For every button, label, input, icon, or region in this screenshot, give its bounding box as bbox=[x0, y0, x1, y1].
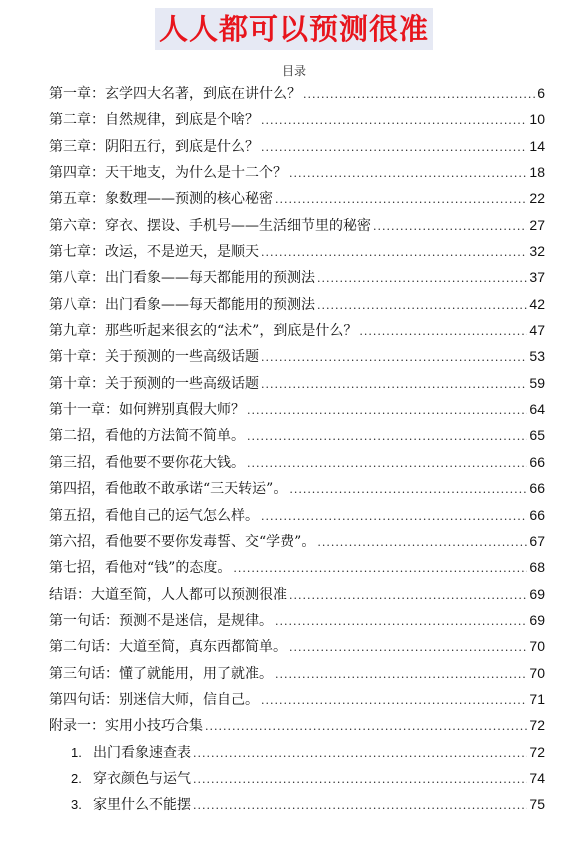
toc-entry-text: 第七招，看他对“钱”的态度。 bbox=[49, 560, 232, 577]
dot-leader bbox=[261, 378, 527, 391]
toc-entry-text: 结语：大道至简，人人都可以预测很准 bbox=[49, 586, 287, 603]
toc-appendix-entry[interactable] bbox=[49, 794, 545, 820]
toc-entry[interactable] bbox=[49, 715, 545, 741]
toc-page-number: 75 bbox=[529, 796, 545, 813]
toc-page-number: 53 bbox=[529, 348, 545, 365]
toc-entry-text: 第五章：象数理——预测的核心秘密 bbox=[49, 191, 273, 208]
toc-entry-text: 第二章：自然规律，到底是个啥？ bbox=[49, 112, 259, 129]
dot-leader bbox=[359, 325, 527, 338]
toc-page-number: 66 bbox=[529, 453, 545, 470]
toc-entry-text: 第九章：那些听起来很玄的“法术”，到底是什么？ bbox=[49, 323, 358, 340]
dot-leader bbox=[261, 510, 527, 523]
toc-page-number: 14 bbox=[529, 137, 545, 154]
toc-entry-text: 第二句话：大道至简，真东西都简单。 bbox=[49, 639, 287, 656]
toc-heading: 目录 bbox=[281, 64, 306, 78]
dot-leader bbox=[289, 641, 527, 654]
dot-leader bbox=[261, 351, 527, 364]
toc-page-number: 47 bbox=[529, 322, 545, 339]
toc-page-number: 69 bbox=[529, 585, 545, 602]
toc-page-number: 10 bbox=[529, 111, 545, 128]
toc-entry-text: 第二招，看他的方法简不简单。 bbox=[49, 428, 245, 445]
toc-page-number: 71 bbox=[529, 690, 545, 707]
toc-page-number: 66 bbox=[529, 480, 545, 497]
toc-page-number: 27 bbox=[529, 216, 545, 233]
toc-page-number: 68 bbox=[529, 559, 545, 576]
toc-entry-text: 第十一章：如何辨别真假大师？ bbox=[49, 402, 245, 419]
dot-leader bbox=[193, 799, 527, 812]
toc-entry[interactable] bbox=[49, 346, 545, 372]
toc-entry[interactable] bbox=[49, 294, 545, 320]
title-area bbox=[0, 8, 588, 50]
toc-entry-text: 第一句话：预测不是迷信，是规律。 bbox=[49, 612, 273, 629]
dot-leader bbox=[303, 88, 535, 101]
toc-entry-text: 第七章：改运，不是逆天，是顺天 bbox=[49, 244, 259, 261]
toc-entry[interactable] bbox=[49, 188, 545, 214]
toc-page-number: 32 bbox=[529, 243, 545, 260]
toc-page-number: 72 bbox=[529, 743, 545, 760]
toc-page-number: 70 bbox=[529, 638, 545, 655]
toc-page-number: 37 bbox=[529, 269, 545, 286]
toc-entry[interactable] bbox=[49, 241, 545, 267]
toc-entry-text: 第四章：天干地支，为什么是十二个？ bbox=[49, 165, 287, 182]
toc-page-number: 72 bbox=[529, 717, 545, 734]
dot-leader bbox=[317, 299, 527, 312]
toc-entry-text: 穿衣颜色与运气 bbox=[93, 770, 191, 787]
toc-entry[interactable] bbox=[49, 162, 545, 188]
dot-leader bbox=[261, 114, 527, 127]
document-title: 人人都可以预测很准 bbox=[155, 8, 433, 50]
toc-page-number: 69 bbox=[529, 611, 545, 628]
toc-page-number: 65 bbox=[529, 427, 545, 444]
dot-leader bbox=[261, 141, 527, 154]
dot-leader bbox=[247, 430, 527, 443]
dot-leader bbox=[373, 220, 527, 233]
dot-leader bbox=[233, 562, 527, 575]
toc-entry[interactable] bbox=[49, 505, 545, 531]
toc-entry[interactable] bbox=[49, 109, 545, 135]
dot-leader bbox=[193, 747, 527, 760]
toc-entry[interactable] bbox=[49, 320, 545, 346]
toc-page-number: 64 bbox=[529, 401, 545, 418]
toc-entry-text: 第八章：出门看象——每天都能用的预测法 bbox=[49, 296, 315, 313]
toc-entry-text: 第四招，看他敢不敢承诺“三天转运”。 bbox=[49, 481, 288, 498]
toc-page-number: 22 bbox=[529, 190, 545, 207]
toc-page-number: 67 bbox=[529, 532, 545, 549]
toc-entry[interactable] bbox=[49, 399, 545, 425]
toc-appendix-entry[interactable] bbox=[49, 768, 545, 794]
toc-entry[interactable] bbox=[49, 83, 545, 109]
toc-entry-text: 第八章：出门看象——每天都能用的预测法 bbox=[49, 270, 315, 287]
toc-entry[interactable] bbox=[49, 267, 545, 293]
toc-page-number: 70 bbox=[529, 664, 545, 681]
toc-appendix-entry[interactable] bbox=[49, 742, 545, 768]
toc-entry[interactable] bbox=[49, 531, 545, 557]
toc-entry[interactable] bbox=[49, 689, 545, 715]
table-of-contents bbox=[49, 83, 545, 821]
dot-leader bbox=[289, 589, 527, 602]
toc-entry-text: 第六招，看他要不要你发毒誓、交“学费”。 bbox=[49, 533, 316, 550]
toc-entry-text: 第十章：关于预测的一些高级话题 bbox=[49, 375, 259, 392]
dot-leader bbox=[289, 483, 527, 496]
toc-entry-text: 附录一：实用小技巧合集 bbox=[49, 718, 203, 735]
toc-entry-text: 出门看象速查表 bbox=[93, 744, 191, 761]
toc-entry[interactable] bbox=[49, 663, 545, 689]
dot-leader bbox=[205, 720, 527, 733]
dot-leader bbox=[247, 404, 527, 417]
dot-leader bbox=[317, 536, 527, 549]
toc-entry[interactable] bbox=[49, 425, 545, 451]
toc-entry-text: 第一章：玄学四大名著，到底在讲什么？ bbox=[49, 86, 301, 102]
dot-leader bbox=[275, 668, 527, 681]
appendix-item-number: 1. bbox=[71, 744, 82, 760]
dot-leader bbox=[317, 272, 527, 285]
dot-leader bbox=[289, 167, 527, 180]
toc-entry[interactable] bbox=[49, 136, 545, 162]
toc-entry[interactable] bbox=[49, 478, 545, 504]
toc-page-number: 59 bbox=[529, 374, 545, 391]
toc-page-number: 74 bbox=[529, 769, 545, 786]
toc-entry[interactable] bbox=[49, 452, 545, 478]
toc-entry-text: 第三章：阴阳五行，到底是什么？ bbox=[49, 138, 259, 155]
dot-leader bbox=[275, 193, 527, 206]
dot-leader bbox=[261, 246, 527, 259]
dot-leader bbox=[275, 615, 527, 628]
toc-entry[interactable] bbox=[49, 373, 545, 399]
toc-entry[interactable] bbox=[49, 557, 545, 583]
toc-entry-text: 家里什么不能摆 bbox=[93, 797, 191, 814]
toc-page-number: 18 bbox=[529, 164, 545, 181]
toc-page-number: 6 bbox=[537, 85, 545, 101]
toc-entry[interactable] bbox=[49, 584, 545, 610]
dot-leader bbox=[261, 694, 527, 707]
toc-entry[interactable] bbox=[49, 636, 545, 662]
toc-entry-text: 第六章：穿衣、摆设、手机号——生活细节里的秘密 bbox=[49, 217, 371, 234]
dot-leader bbox=[247, 457, 527, 470]
dot-leader bbox=[193, 773, 527, 786]
toc-page-number: 66 bbox=[529, 506, 545, 523]
toc-entry-text: 第三句话：懂了就能用，用了就准。 bbox=[49, 665, 273, 682]
toc-entry-text: 第四句话：别迷信大师，信自己。 bbox=[49, 691, 259, 708]
toc-page-number: 42 bbox=[529, 295, 545, 312]
toc-entry-text: 第三招，看他要不要你花大钱。 bbox=[49, 454, 245, 471]
toc-entry-text: 第五招，看他自己的运气怎么样。 bbox=[49, 507, 259, 524]
toc-entry-text: 第十章：关于预测的一些高级话题 bbox=[49, 349, 259, 366]
appendix-item-number: 2. bbox=[71, 770, 82, 786]
toc-entry[interactable] bbox=[49, 610, 545, 636]
appendix-item-number: 3. bbox=[71, 797, 82, 813]
toc-entry[interactable] bbox=[49, 215, 545, 241]
